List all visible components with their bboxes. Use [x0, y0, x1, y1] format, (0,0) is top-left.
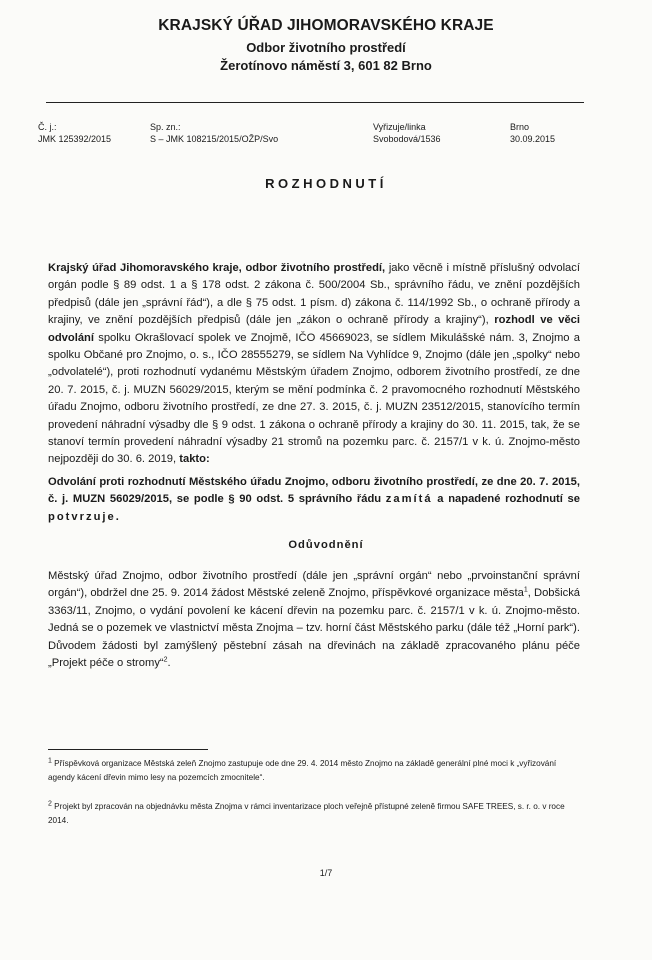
page-number: 1/7 — [319, 868, 333, 878]
justification-text-3: . — [167, 657, 171, 670]
meta-place-date — [510, 121, 555, 145]
place: Brno — [510, 122, 530, 132]
footnote-2 — [48, 800, 580, 828]
decision-title: ROZHODNUTÍ — [265, 176, 387, 191]
header-divider — [46, 102, 584, 103]
verdict-paragraph — [48, 474, 580, 526]
department-name: Odbor životního prostředí — [246, 40, 406, 55]
date: 30.09.2015 — [510, 134, 556, 144]
handler-value: Svobodová/1536 — [373, 134, 441, 144]
intro-text-1: jako věcně i místně příslušný odvolací orgán podle § 89 odst. 1 a § 178 odst. 2 zákona č. 500/2004 Sb., správního řádu, ve znění pozdějších předpisů (dále jen „správní řád“), a dle § 75 odst. 1 písm. d) zákona č. 114/1992 Sb., o ochraně přírody a krajiny, ve znění pozdějších předpisů (dále jen „zákon o ochraně přírody a krajiny“), — [48, 262, 580, 327]
decision-intro-paragraph — [48, 260, 580, 469]
cj-value: JMK 125392/2015 — [38, 134, 112, 144]
authority-address: Žerotínovo náměstí 3, 601 82 Brno — [220, 58, 432, 73]
verdict-text-2: a napadené rozhodnutí se — [432, 493, 581, 506]
footnote-1-text: Příspěvková organizace Městská zeleň Znojmo zastupuje ode dne 29. 4. 2014 město Znojmo na základě generální plné moci k „vyřizování agendy kácení dřevin mimo lesy na pozemcích zmocnitele“. — [48, 759, 557, 782]
intro-bold-decided: rozhodl ve věci odvolání — [48, 314, 581, 344]
footnote-ref-2[interactable]: 2 — [163, 656, 168, 664]
meta-handler — [373, 121, 441, 145]
footnote-ref-1[interactable]: 1 — [523, 586, 528, 594]
footnote-divider — [48, 749, 208, 750]
justification-paragraph — [48, 568, 580, 672]
intro-bold-takto: takto: — [179, 453, 210, 466]
spzn-label: Sp. zn.: — [150, 122, 181, 132]
verdict-rejects: zamítá — [385, 493, 433, 506]
verdict-confirms: potvrzuje — [48, 510, 116, 523]
justification-text-1: Městský úřad Znojmo, odbor životního prostředí (dále jen „správní orgán“ nebo „prvoinstanční správní orgán“), obdržel dne 25. 9. 2014 žádost Městské zeleně Znojmo, příspěvkové organizace města — [48, 570, 580, 600]
footnote-1 — [48, 757, 580, 785]
cj-label: Č. j.: — [38, 122, 57, 132]
verdict-text-3: . — [115, 510, 119, 523]
footnote-2-number: 2 — [48, 800, 52, 808]
spzn-value: S – JMK 108215/2015/OŽP/Svo — [150, 134, 279, 144]
footnote-1-number: 1 — [48, 757, 52, 765]
handler-label: Vyřizuje/linka — [373, 122, 426, 132]
intro-lead: Krajský úřad Jihomoravského kraje, odbor životního prostředí, — [48, 262, 386, 274]
meta-spzn — [150, 121, 278, 145]
footnote-2-text: Projekt byl zpracován na objednávku města Znojma v rámci inventarizace ploch veřejně přístupné zeleně firmou SAFE TREES, s. r. o. v roce 2014. — [48, 802, 565, 825]
justification-text-2: , Dobšická 3363/11, Znojmo, o vydání povolení ke kácení dřevin na pozemku parc. č. 2157/1 v k. ú. Znojmo-město. Jedná se o pozemek ve vlastnictví města Znojma – tzv. horní část Městského parku (dále též „Horní park“). Důvodem žádosti byl zamýšlený pěstební zásah na dřevinách na základě zpracovaného plánu péče „Projekt péče o stromy“ — [48, 587, 581, 670]
verdict-text-1: Odvolání proti rozhodnutí Městského úřadu Znojmo, odboru životního prostředí, ze dne 20. 7. 2015, č. j. MUZN 56029/2015, se podle § 90 odst. 5 správního řádu — [48, 476, 580, 506]
intro-text-2: spolku Okrašlovací spolek ve Znojmě, IČO 45669023, se sídlem Mikulášské nám. 3, Znojmo a spolku Občané pro Znojmo, o. s., IČO 28555279, se sídlem Na Vyhlídce 9, Znojmo (dále jen „spolky“ nebo „odvolatelé“), proti rozhodnutí vydanému Městským úřadem Znojmo, odborem životního prostředí, ze dne 20. 7. 2015, č. j. MUZN 56029/2015, kterým se mění podmínka č. 2 pravomocného rozhodnutí Městského úřadu Znojmo, odboru životního prostředí, ze dne 27. 3. 2015, č. j. MUZN 23512/2015, stanovícího termín provedení náhradní výsadby dle § 9 odst. 1 zákona o ochraně přírody a krajiny do 30. 11. 2015, tak, že se stanoví termín provedení náhradní výsadby 21 stromů na pozemku parc. č. 2157/1 v k. ú. Znojmo-město nejpozději do 30. 6. 2019, — [48, 331, 580, 466]
meta-cj — [38, 121, 111, 145]
authority-name: KRAJSKÝ ÚŘAD JIHOMORAVSKÉHO KRAJE — [158, 17, 494, 34]
justification-heading: Odůvodnění — [288, 539, 364, 551]
